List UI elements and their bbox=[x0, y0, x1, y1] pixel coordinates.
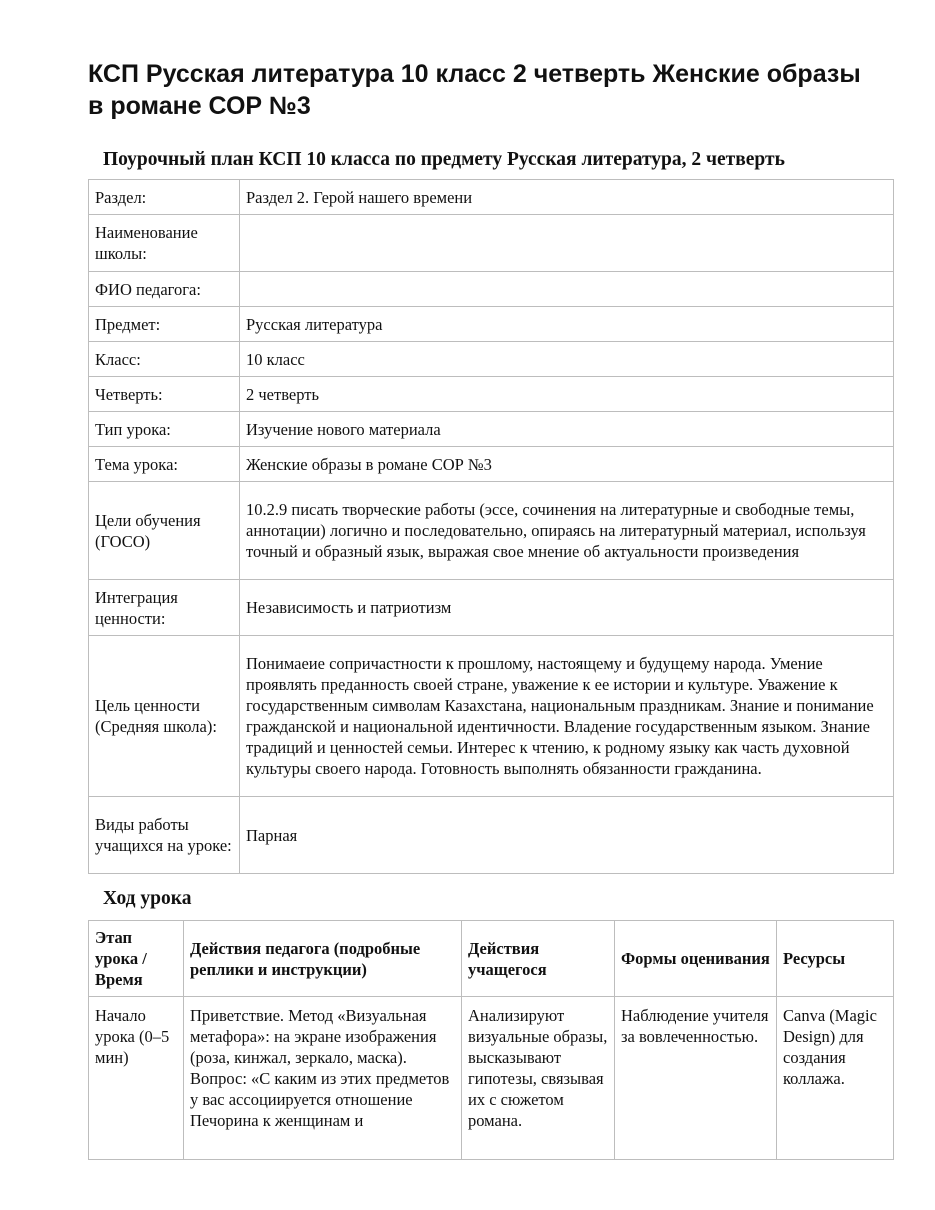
info-value bbox=[240, 215, 894, 272]
teacher-actions-cell bbox=[184, 997, 462, 1160]
info-value: Парная bbox=[240, 797, 894, 874]
resources-cell bbox=[777, 997, 894, 1160]
process-header-row bbox=[89, 921, 894, 997]
info-row-work-types bbox=[89, 797, 894, 874]
info-row-grade bbox=[89, 342, 894, 377]
table-row bbox=[89, 997, 894, 1160]
assessment-cell bbox=[615, 997, 777, 1160]
info-value: Женские образы в романе СОР №3 bbox=[240, 447, 894, 482]
info-value: Русская литература bbox=[240, 307, 894, 342]
resources-text: Canva (Magic Design) для создания коллажа. bbox=[783, 1006, 877, 1088]
lesson-process-heading: Ход урока bbox=[103, 888, 192, 909]
info-label: Цели обучения (ГОСО) bbox=[89, 482, 240, 580]
info-value: 2 четверть bbox=[240, 377, 894, 412]
column-header-assessment: Формы оценивания bbox=[615, 921, 777, 997]
info-value: 10 класс bbox=[240, 342, 894, 377]
column-header-resources: Ресурсы bbox=[777, 921, 894, 997]
info-label: Виды работы учащихся на уроке: bbox=[89, 797, 240, 874]
teacher-actions-text: Приветствие. Метод «Визуальная метафора»: на экране изображения (роза, кинжал, зеркало, маска). Вопрос: «С каким из этих предметов у вас ассоциируется отношение Печорина к женщинам и bbox=[190, 1006, 450, 1130]
stage-cell bbox=[89, 997, 184, 1160]
info-row-value-integration bbox=[89, 580, 894, 636]
info-value bbox=[240, 272, 894, 307]
info-label: Цель ценности (Средняя школа): bbox=[89, 636, 240, 797]
info-label: Тип урока: bbox=[89, 412, 240, 447]
assessment-text: Наблюдение учителя за вовлеченностью. bbox=[621, 1006, 769, 1046]
info-label: Четверть: bbox=[89, 377, 240, 412]
info-label: Класс: bbox=[89, 342, 240, 377]
info-label: Раздел: bbox=[89, 180, 240, 215]
info-row-teacher bbox=[89, 272, 894, 307]
info-row-quarter bbox=[89, 377, 894, 412]
info-row-section bbox=[89, 180, 894, 215]
info-value: Изучение нового материала bbox=[240, 412, 894, 447]
lesson-info-table bbox=[88, 179, 894, 874]
student-actions-cell bbox=[462, 997, 615, 1160]
info-value: Независимость и патриотизм bbox=[240, 580, 894, 636]
info-row-learning-goals bbox=[89, 482, 894, 580]
column-header-teacher-actions: Действия педагога (подробные реплики и инструкции) bbox=[184, 921, 462, 997]
info-label: Наименование школы: bbox=[89, 215, 240, 272]
info-value: 10.2.9 писать творческие работы (эссе, сочинения на литературные и свободные темы, аннотации) логично и последовательно, опираясь на литературный материал, используя точный и образный язык, выражая свое мнение об актуальности произведения bbox=[240, 482, 894, 580]
info-row-subject bbox=[89, 307, 894, 342]
info-value: Раздел 2. Герой нашего времени bbox=[240, 180, 894, 215]
info-row-value-goal bbox=[89, 636, 894, 797]
info-row-lesson-type bbox=[89, 412, 894, 447]
info-value: Понимаеие сопричастности к прошлому, настоящему и будущему народа. Умение проявлять преданность своей стране, уважение к ее истории и культуре. Уважение к государственным символам Казахстана, национальным праздникам. Знание и понимание гражданской и национальной идентичности. Владение государственным языком. Знание традиций и ценностей семьи. Интерес к чтению, к родному языку как часть духовной культуры своего народа. Готовность выполнять обязанности гражданина. bbox=[240, 636, 894, 797]
lesson-process-table bbox=[88, 920, 894, 1160]
info-label: Интеграция ценности: bbox=[89, 580, 240, 636]
info-label: Предмет: bbox=[89, 307, 240, 342]
info-row-lesson-topic bbox=[89, 447, 894, 482]
column-header-student-actions: Действия учащегося bbox=[462, 921, 615, 997]
student-actions-text: Анализируют визуальные образы, высказывают гипотезы, связывая их с сюжетом романа. bbox=[468, 1006, 608, 1130]
info-label: Тема урока: bbox=[89, 447, 240, 482]
column-header-stage: Этап урока / Время bbox=[89, 921, 184, 997]
plan-subtitle: Поурочный план КСП 10 класса по предмету Русская литература, 2 четверть bbox=[103, 149, 785, 170]
info-row-school bbox=[89, 215, 894, 272]
stage-text: Начало урока (0–5 мин) bbox=[95, 1006, 170, 1067]
info-label: ФИО педагога: bbox=[89, 272, 240, 307]
document-title: КСП Русская литература 10 класс 2 четверть Женские образы в романе СОР №3 bbox=[88, 60, 861, 120]
